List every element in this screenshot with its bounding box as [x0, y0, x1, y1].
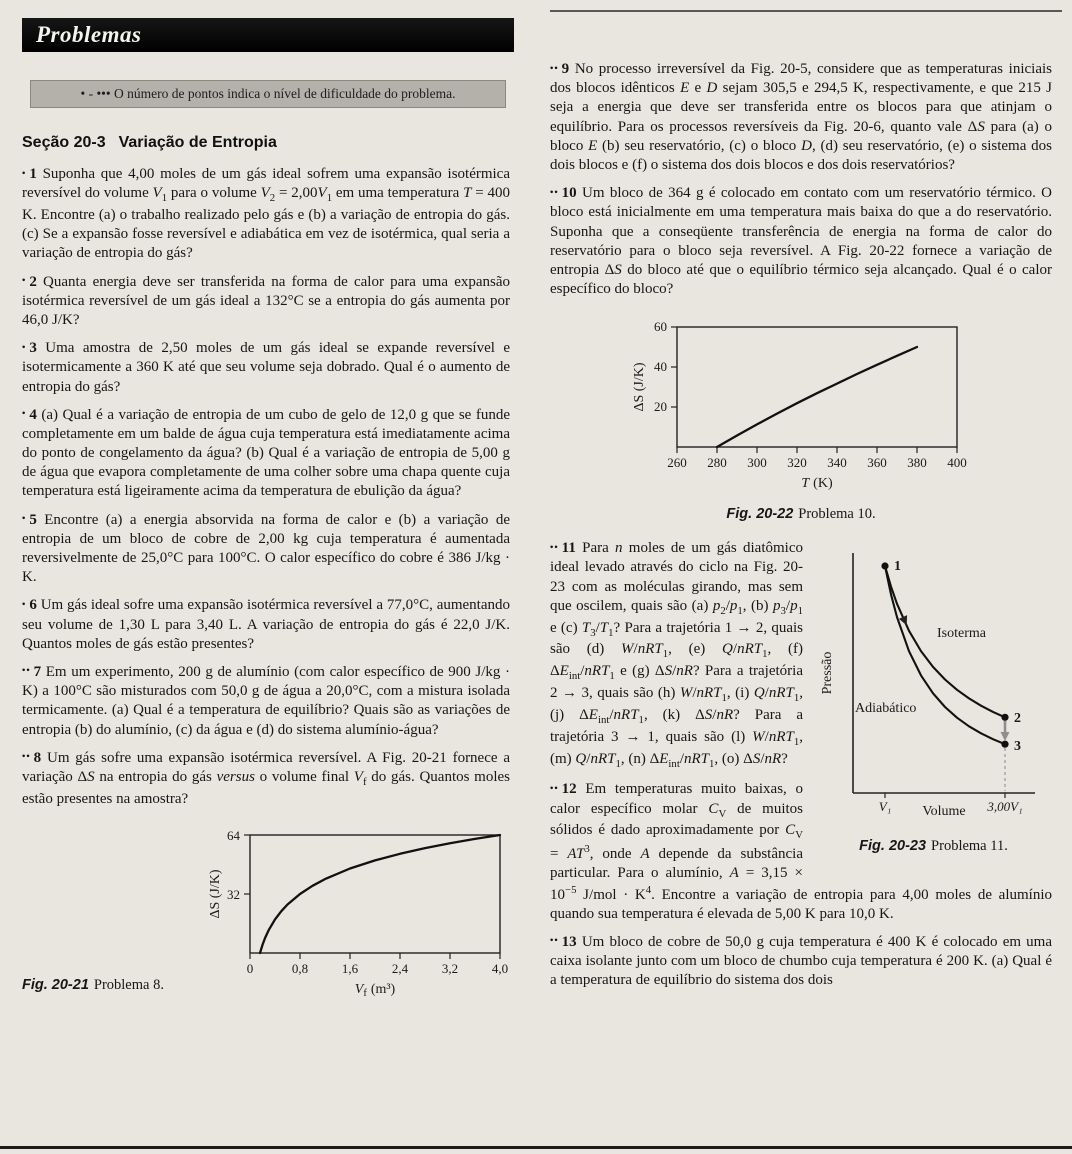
plot-frame	[677, 327, 957, 447]
process-arrow-2-3	[1001, 721, 1010, 741]
problem-text: Quanta energia deve ser transferida na forma de calor para uma expansão isotérmica reversível de um gás ideal a 132°C se a entropia do gás aumenta por 46,0 J/K?	[22, 273, 511, 328]
problem-text: Um bloco de cobre de 50,0 g cuja temperatura é 400 K é colocado em uma caixa isolante junto com um bloco de chumbo cuja temperatura é 200 K. (a) Qual é a temperatura de equilíbrio do sistema dos dois	[550, 933, 1053, 989]
problem-number: 1	[29, 166, 37, 182]
isotherm-curve	[885, 566, 1005, 717]
y-tick-label: 64	[227, 827, 240, 843]
top-rule	[550, 10, 1062, 12]
fig-20-22-chart	[629, 317, 973, 495]
difficulty-note-text: • - ••• O número de pontos indica o nível de dificuldade do problema.	[80, 86, 456, 101]
problem-10	[550, 184, 1052, 299]
figure-20-21	[22, 827, 510, 1027]
state-points	[881, 563, 1008, 748]
problem-text: Suponha que 4,00 moles de um gás ideal sofrem uma expansão isotérmica reversível do volume $V_1$ para o volume $V_2 = 2,00V_1$ em uma temperatura T = 400 K. Encontre (a) o trabalho realizado pelo gás e (b) a variação de entropia do gás. (c) Se a expansão fosse reversível e adiabática em vez de isotérmica, qual seria a variação de entropia do gás?	[22, 166, 510, 262]
figure-label: Fig. 20-21	[22, 977, 89, 994]
problem-6	[22, 596, 510, 654]
problem-number: 7	[33, 663, 42, 680]
problem-9	[550, 60, 1052, 175]
y-axis-label: ΔS (J/K)	[208, 869, 223, 919]
x-tick-label: 1,6	[341, 960, 359, 976]
x-tick-label: 0	[246, 960, 254, 976]
problem-text: Em um experimento, 200 g de alumínio (com calor específico de 900 J/kg · K) a 100°C são misturados com 50,0 g de água a 20,0°C, com a mistura isolada termicamente. (a) Qual é a temperatura de equilíbrio? Quais são as variações de entropia (b) do alumínio, (c) da água e (d) do sistema alumínio-água?	[22, 663, 511, 738]
difficulty-dots: ••	[22, 752, 31, 763]
x-tick-label: 300	[747, 455, 767, 471]
difficulty-dots: •	[22, 514, 27, 525]
difficulty-dots: •	[22, 276, 27, 287]
problem-13	[550, 933, 1052, 991]
problem-number: 3	[29, 340, 37, 357]
x-axis-label: Volume	[922, 804, 966, 820]
problem-number: 11	[561, 540, 576, 557]
difficulty-dots: •	[22, 168, 27, 179]
x-tick-label: 3,00V₁	[987, 799, 1023, 815]
x-tick-label: 280	[707, 455, 727, 471]
section-heading	[22, 134, 510, 152]
problem-number: 4	[29, 406, 37, 423]
point-1-label: 1	[894, 559, 901, 575]
problem-text: Encontre (a) a energia absorvida na forma de calor e (b) a variação de entropia de um bloco de cobre de 2,00 kg cuja temperatura é aumentada reversivelmente de 25,0°C para 100°C. O calor específico do cobre é 386 J/kg · K.	[22, 511, 510, 586]
problem-2	[22, 273, 510, 331]
point-2-label: 2	[1014, 711, 1021, 727]
y-tick-label: 32	[227, 886, 240, 902]
y-tick-label: 20	[654, 399, 667, 415]
plot-frame	[250, 835, 500, 953]
x-tick-label: 260	[667, 455, 687, 471]
problem-text: Um gás sofre uma expansão isotérmica reversível. A Fig. 20-21 fornece a variação ΔS na entropia do gás versus o volume final $V_f$ do gás. Quantos moles estão presentes na amostra?	[22, 749, 511, 807]
problem-8	[22, 749, 510, 809]
y-axis-label: Pressão	[820, 651, 835, 695]
difficulty-dots: ••	[550, 542, 559, 553]
difficulty-dots: ••	[550, 936, 559, 947]
x-tick-label: 400	[947, 455, 967, 471]
isotherm-label: Isoterma	[937, 626, 986, 642]
difficulty-note	[30, 80, 506, 108]
figure-20-23	[815, 541, 1052, 870]
figure-20-22	[629, 317, 973, 523]
problem-text: (a) Qual é a variação de entropia de um cubo de gelo de 12,0 g que se funde completamente em um balde de água cuja temperatura está imediatamente acima do ponto de congelamento da água? (b) Qual é a variação de entropia de 5,00 g de água que evapora completamente de uma colher sobre uma chapa quente cuja temperatura está ligeiramente acima da temperatura de ebulição da água?	[22, 406, 510, 500]
problem-number: 13	[561, 933, 577, 950]
section-title: Variação de Entropia	[118, 134, 277, 151]
figure-caption	[629, 506, 973, 523]
point-3-label: 3	[1014, 739, 1021, 755]
problem-3	[22, 339, 510, 397]
problem-text: No processo irreversível da Fig. 20-5, considere que as temperaturas iniciais dos blocos idênticos E e D sejam 305,5 e 294,5 K, respectivamente, e que 215 J seja a energia que deve ser transferida entre os blocos para que atinjam o equilíbrio. Para os processos reversíveis da Fig. 20-6, quanto vale ΔS para (a) o bloco E (b) seu reservatório, (c) o bloco D, (d) seu reservatório, (e) o sistema dos dois blocos e (f) o sistema dos dois blocos e dos dois reservatórios?	[550, 61, 1052, 173]
difficulty-dots: •	[22, 409, 27, 420]
page-title: Problemas	[36, 22, 142, 47]
data-curve	[260, 835, 500, 953]
x-tick-label: 340	[827, 455, 847, 471]
figure-caption	[815, 838, 1052, 855]
x-tick-label: 0,8	[291, 960, 309, 976]
problem-number: 12	[561, 781, 577, 798]
difficulty-dots: ••	[550, 783, 559, 794]
problem-text: Em temperaturas muito baixas, o calor específico molar $C_V$ de muitos sólidos é dado aproximadamente por $C_V = AT^3$, onde A depende da substância particular. Para o alumínio, $A = 3,15 \times 10^{-5}$ $J/mol \cdot K^4$. Encontre a variação de entropia para 4,00 moles de alumínio quando sua temperatura é elevada de 5,00 K para 10,0 K.	[550, 781, 1053, 922]
y-axis-label: ΔS (J/K)	[632, 362, 647, 412]
y-tick-label: 60	[654, 319, 667, 335]
x-tick-label: 2,4	[391, 960, 409, 976]
x-axis-label: T (K)	[801, 476, 833, 492]
figure-label: Fig. 20-22	[726, 506, 794, 523]
difficulty-dots: •	[22, 342, 27, 353]
problem-7	[22, 663, 510, 740]
difficulty-dots: ••	[22, 666, 31, 677]
x-tick-label: 320	[787, 455, 807, 471]
x-tick-label: V₁	[878, 799, 892, 815]
section-label: Seção 20-3	[22, 134, 106, 151]
difficulty-dots: ••	[550, 187, 559, 198]
data-curve	[717, 347, 917, 447]
right-column	[550, 10, 1052, 1027]
problem-11-region	[550, 539, 1052, 990]
x-tick-label: 380	[907, 455, 927, 471]
fig-20-23-diagram	[815, 541, 1052, 831]
bottom-rule	[0, 1146, 1072, 1149]
fig-20-21-chart	[204, 827, 516, 999]
problems-banner	[22, 18, 514, 52]
problem-text: Um gás ideal sofre uma expansão isotérmica reversível a 77,0°C, aumentando seu volume de 1,30 L para 3,40 L. A variação de entropia do gás é 22,0 J/K. Quantos moles de gás estão presentes?	[22, 597, 511, 652]
axis-ticks	[671, 327, 957, 453]
problem-number: 9	[561, 61, 570, 77]
problem-number: 10	[561, 185, 577, 202]
difficulty-dots: ••	[550, 63, 559, 74]
figure-caption	[22, 977, 164, 994]
x-tick-label: 3,2	[441, 960, 459, 976]
x-axis-label: $V_f$ (m³)	[354, 981, 396, 999]
problem-number: 6	[29, 597, 37, 614]
figure-caption-text: Problema 11.	[931, 838, 1008, 855]
figure-caption-text: Problema 10.	[798, 506, 876, 523]
problem-1	[22, 165, 510, 264]
difficulty-dots: •	[22, 599, 27, 610]
problem-5	[22, 511, 510, 588]
x-tick-label: 4,0	[491, 960, 509, 976]
problem-text: Para n moles de um gás diatômico ideal levado através do ciclo na Fig. 20-23 com as moléculas girando, mas sem que oscilem, quais são (a) $p_2/p_1$, (b) $p_3/p_1$ e (c) $T_3/T_1$? Para a trajetória 1 → 2, quais são (d) W/nRT$_1$, (e) Q/nRT$_1$, (f) $\Delta E_{int}/nRT_1$ e (g) ΔS/nR? Para a trajetória 2 → 3, quais são (h) W/nRT$_1$, (i) Q/nRT$_1$, (j) $\Delta E_{int}/nRT_1$, (k) ΔS/nR? Para a trajetória 3 → 1, quais são (l) W/nRT$_1$, (m) Q/nRT$_1$, (n) $\Delta E_{int}/nRT_1$, (o) ΔS/nR?	[550, 540, 804, 770]
adiabat-curve	[885, 566, 1005, 744]
y-tick-label: 40	[654, 359, 667, 375]
figure-label: Fig. 20-23	[859, 838, 927, 855]
figure-caption-text: Problema 8.	[93, 977, 164, 994]
x-tick-label: 360	[867, 455, 887, 471]
problem-text: Um bloco de 364 g é colocado em contato com um reservatório térmico. O bloco está inicialmente em uma temperatura mais baixa do que a do reservatório. Suponha que a conseqüente transferência de energia na forma de calor do reservatório para o bloco seja reversível. A Fig. 20-22 fornece a variação de entropia ΔS do bloco até que o equilíbrio térmico seja alcançado. Qual é o calor específico do bloco?	[550, 185, 1053, 298]
problem-number: 8	[33, 749, 42, 766]
adiabat-label: Adiabático	[855, 701, 917, 717]
problem-4	[22, 406, 510, 502]
problem-number: 2	[29, 273, 37, 290]
axis-ticks	[244, 835, 500, 959]
left-column	[22, 10, 510, 1027]
problem-number: 5	[29, 511, 37, 528]
problem-text: Uma amostra de 2,50 moles de um gás ideal se expande reversível e isotermicamente a 360 K até que seu volume seja dobrado. Qual é o aumento de entropia do gás?	[22, 340, 510, 395]
axes	[853, 553, 1035, 793]
